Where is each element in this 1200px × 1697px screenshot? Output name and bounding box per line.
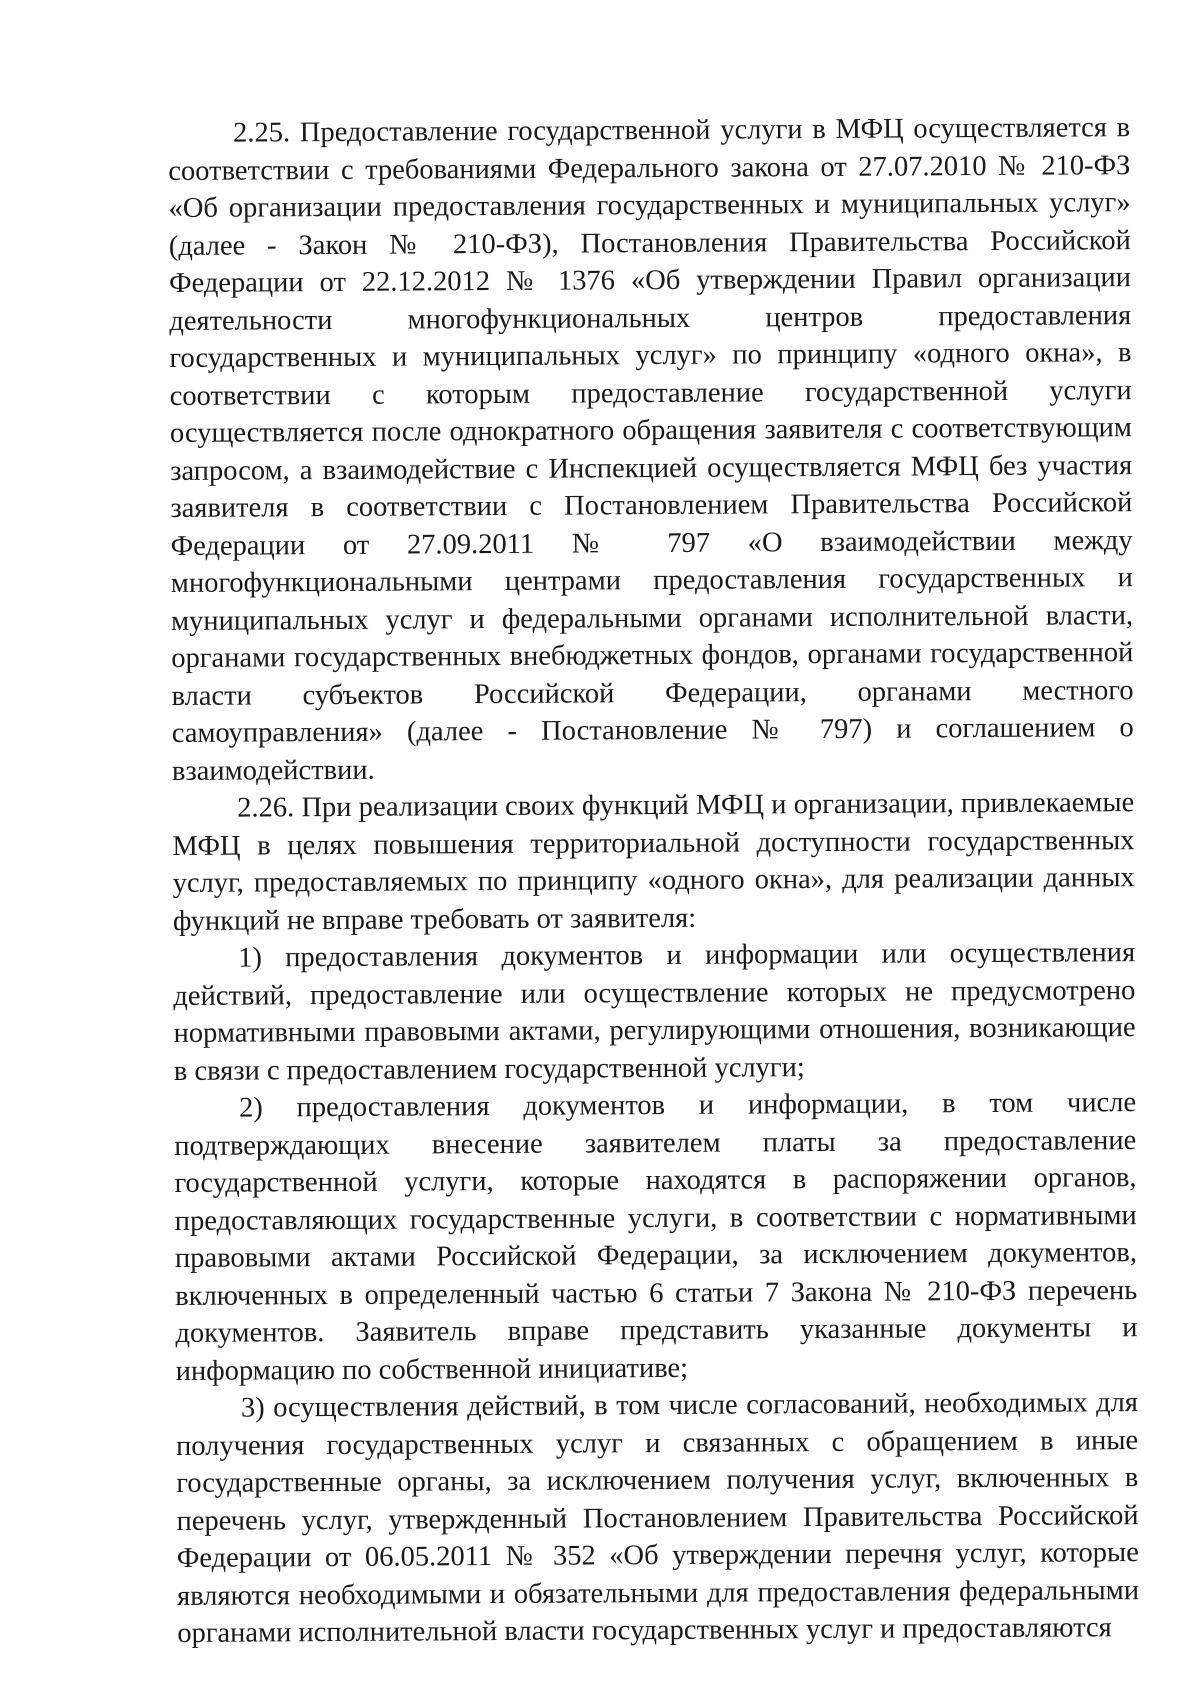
list-item-2: 2) предоставления документов и информации, в том числе подтверждающих внесение заявителем платы за предоставление государственной услуги, которые находятся в распоряжении органов, предоставляющих государственные услуги, в соответствии с нормативными правовыми актами Российской Федерации, за исключением документов, включенных в определенный частью 6 статьи 7 Закона № 210-ФЗ перечень документов. Заявитель вправе представить указанные документы и информацию по собственной инициативе; bbox=[174, 1087, 1138, 1387]
list-item-3: 3) осуществления действий, в том числе согласований, необходимых для получения государственных услуг и связанных с обращением в иные государственные органы, за исключением получения услуг, включенных в перечень услуг, утвержденный Постановлением Правительства Российской Федерации от 06.05.2011 № 352 «Об утверждении перечня услуг, которые являются необходимыми и обязательными для предоставления федеральными органами исполнительной власти государственных услуг и предоставляются bbox=[176, 1387, 1140, 1649]
list-item-1: 1) предоставления документов и информации или осуществления действий, предоставление или осуществление которых не предусмотрено нормативными правовыми актами, регулирующими отношения, возникающие в связи с предоставлением государственной услуги; bbox=[173, 937, 1136, 1087]
paragraph-2-26: 2.26. При реализации своих функций МФЦ и организации, привлекаемые МФЦ в целях повышения территориальной доступности государственных услуг, предоставляемых по принципу «одного окна», для реализации данных функций не вправе требовать от заявителя: bbox=[172, 787, 1135, 937]
document-body bbox=[168, 109, 1139, 1652]
paragraph-2-25: 2.25. Предоставление государственной услуги в МФЦ осуществляется в соответствии с требованиями Федерального закона от 27.07.2010 № 210-ФЗ «Об организации предоставления государственных и муниципальных услуг» (далее - Закон № 210-ФЗ), Постановления Правительства Российской Федерации от 22.12.2012 № 1376 «Об утверждении Правил организации деятельности многофункциональных центров предоставления государственных и муниципальных услуг» по принципу «одного окна», в соответствии с которым предоставление государственной услуги осуществляется после однократного обращения заявителя с соответствующим запросом, а взаимодействие с Инспекцией осуществляется МФЦ без участия заявителя в соответствии с Постановлением Правительства Российской Федерации от 27.09.2011 № 797 «О взаимодействии между многофункциональными центрами предоставления государственных и муниципальных услуг и федеральными органами исполнительной власти, органами государственных внебюджетных фондов, органами государственной власти субъектов Российской Федерации, органами местного самоуправления» (далее - Постановление № 797) и соглашением о взаимодействии. bbox=[168, 112, 1134, 787]
